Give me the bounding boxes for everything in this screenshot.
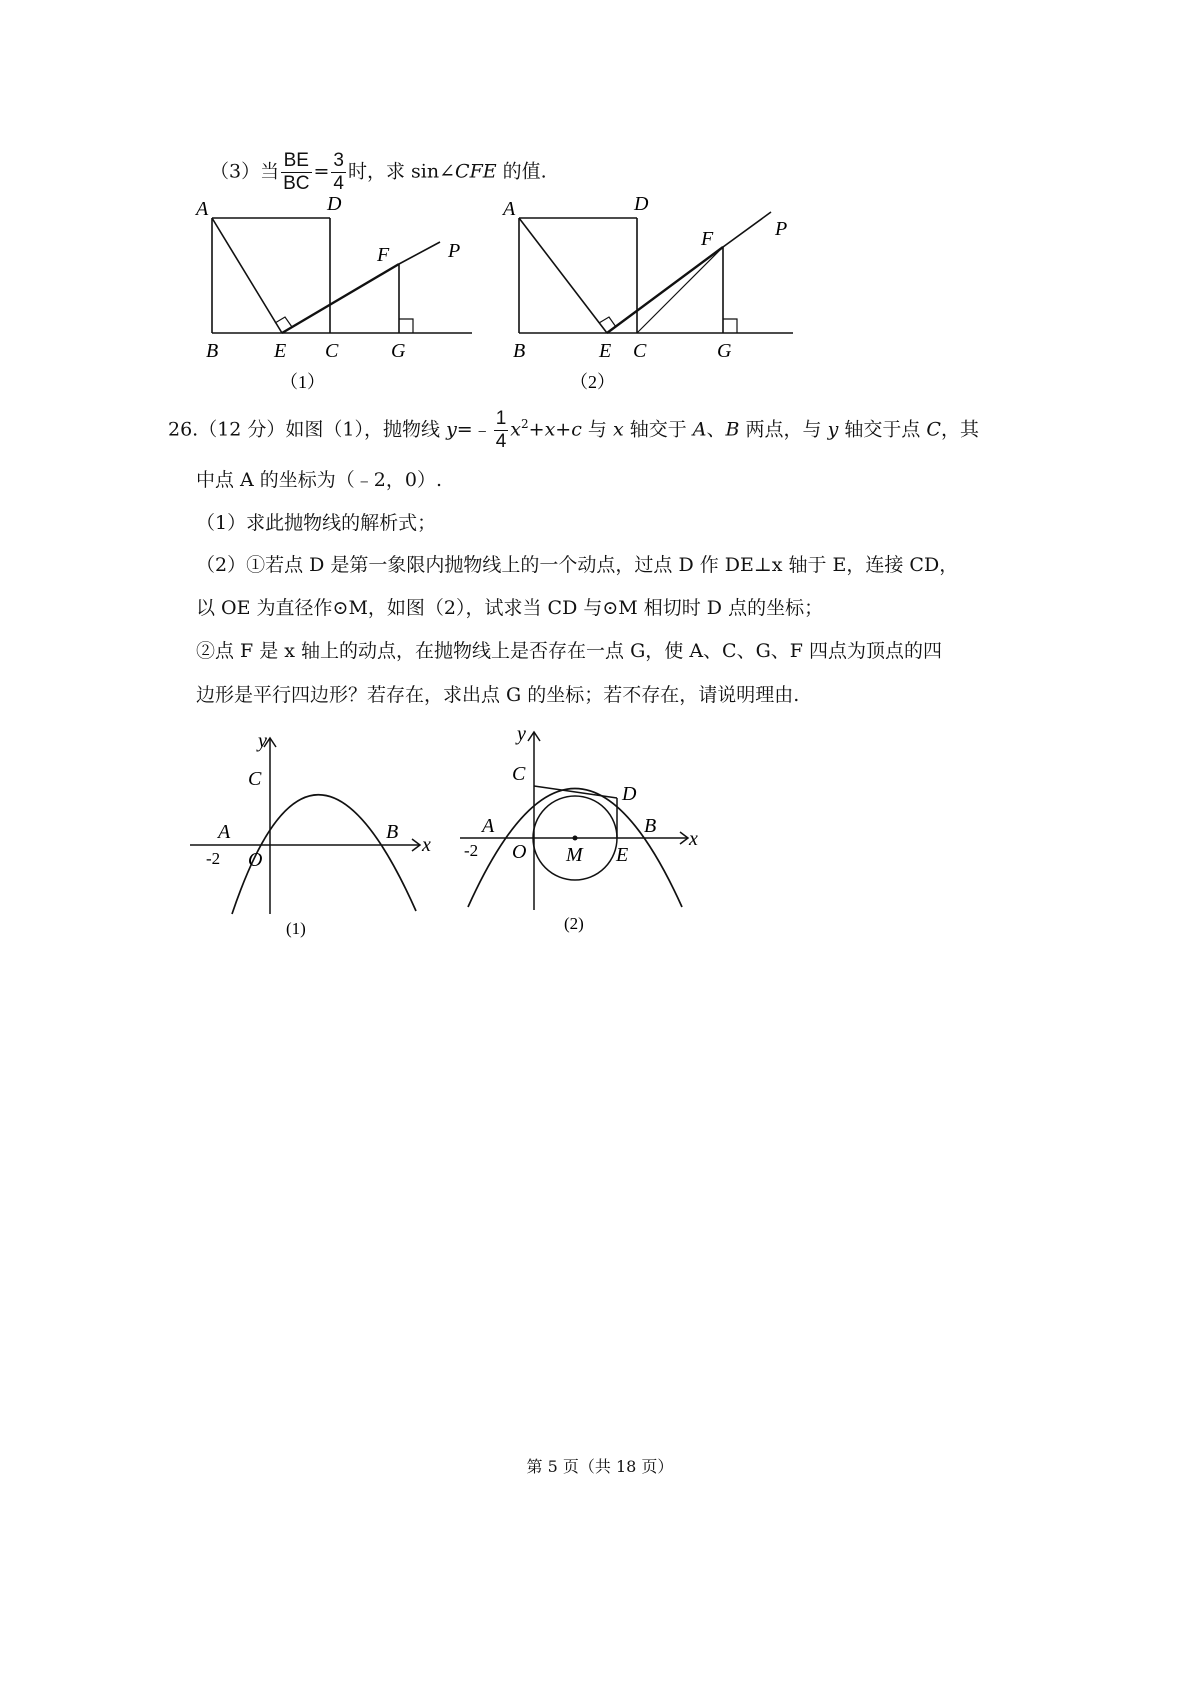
- label-o: O: [248, 849, 263, 871]
- label-o: O: [512, 841, 527, 863]
- q26-part1: （1）求此抛物线的解析式；: [196, 512, 437, 534]
- label-c: C: [325, 340, 339, 362]
- caption-25-2: （2）: [570, 372, 615, 392]
- q26-line1: [168, 408, 979, 453]
- figure-25-1: [196, 193, 510, 415]
- label-c: C: [248, 768, 262, 790]
- segment-ae: [519, 218, 607, 333]
- angle-expression: CFE: [455, 160, 497, 183]
- label-x: x: [422, 834, 431, 856]
- page-footer: 第 5 页（共 18 页）: [526, 1457, 674, 1476]
- right-angle-mark-g: [723, 319, 737, 333]
- q26-part2-line1: （2）①若点 D 是第一象限内抛物线上的一个动点，过点 D 作 DE⊥x 轴于 E，连接 CD，: [196, 554, 959, 576]
- label-d: D: [327, 193, 342, 215]
- equals-neg: =﹣: [456, 418, 492, 441]
- q25-part3-prefix: （3）当: [210, 160, 280, 183]
- text-qi: ，其: [940, 418, 979, 441]
- text-axis-meet: 轴交于: [623, 418, 693, 441]
- label-f: F: [701, 228, 714, 250]
- var-y: y: [446, 418, 457, 441]
- label-b: B: [386, 821, 399, 843]
- fraction-denominator: 4: [495, 431, 507, 452]
- fraction-one-quarter: [494, 408, 509, 453]
- text-two-points: 两点，与: [739, 418, 828, 441]
- label-a: A: [218, 821, 231, 843]
- label-y: y: [517, 723, 526, 745]
- label-b: B: [644, 815, 657, 837]
- q25-part3-middle: 时，求 sin∠: [348, 160, 456, 183]
- label-m: M: [566, 844, 583, 866]
- fraction-denominator: 4: [333, 173, 344, 194]
- label-b: B: [206, 340, 219, 362]
- fraction-three-quarters: [331, 150, 346, 195]
- text-meet-point: 轴交于点: [838, 418, 927, 441]
- label-neg2: -2: [206, 849, 221, 868]
- var-y-axis: y: [827, 418, 839, 441]
- equals-sign: =: [313, 160, 330, 183]
- label-a: A: [503, 198, 516, 220]
- center-point-m: [573, 836, 578, 841]
- ray-fp: [723, 212, 771, 247]
- fraction-denominator: BC: [283, 173, 310, 194]
- caption-26-2: (2): [564, 914, 584, 933]
- text-yu: 与: [581, 418, 613, 441]
- q26-line2: 中点 A 的坐标为（﹣2，0）.: [196, 469, 443, 491]
- var-x-axis: x: [612, 418, 624, 441]
- q26-part3-line2: 边形是平行四边形？若存在，求出点 G 的坐标；若不存在，请说明理由.: [196, 684, 800, 706]
- segment-cf: [637, 247, 723, 333]
- fraction-numerator: 1: [495, 408, 507, 429]
- label-g: G: [391, 340, 406, 362]
- label-y: y: [258, 730, 267, 752]
- fraction-numerator: BE: [281, 150, 311, 173]
- label-d: D: [622, 783, 637, 805]
- label-neg2: -2: [464, 841, 479, 860]
- label-e: E: [274, 340, 287, 362]
- ray-fp: [399, 242, 440, 264]
- label-f: F: [377, 244, 390, 266]
- label-c: C: [633, 340, 647, 362]
- q26-part3-line1: ②点 F 是 x 轴上的动点，在抛物线上是否存在一点 G，使 A、C、G、F 四点为顶点的四: [196, 640, 942, 662]
- text-sep: 、: [706, 418, 726, 441]
- q25-part3: [210, 150, 547, 195]
- label-x: x: [689, 828, 698, 850]
- right-angle-mark-g: [399, 319, 413, 333]
- q26-part2-line2: 以 OE 为直径作⊙M，如图（2），试求当 CD 与⊙M 相切时 D 点的坐标；: [196, 597, 824, 619]
- caption-25-1: （1）: [280, 372, 325, 392]
- var-x: x: [510, 418, 522, 441]
- label-c: C: [512, 763, 526, 785]
- label-d: D: [634, 193, 649, 215]
- segment-ef: [607, 247, 723, 333]
- segment-ef: [282, 264, 399, 333]
- label-b: B: [513, 340, 526, 362]
- q25-part3-suffix: 的值.: [496, 160, 547, 183]
- point-a: A: [692, 418, 707, 441]
- label-e: E: [616, 844, 629, 866]
- label-e: E: [599, 340, 612, 362]
- label-a: A: [196, 198, 209, 220]
- point-b: B: [725, 418, 740, 441]
- figure-26-1: [190, 728, 440, 943]
- label-g: G: [717, 340, 732, 362]
- fraction-numerator: 3: [333, 150, 344, 171]
- label-p: P: [448, 240, 461, 262]
- exponent: 2: [521, 417, 529, 432]
- figure-26-2: [460, 718, 710, 943]
- fraction-be-bc: [281, 150, 311, 195]
- caption-26-1: (1): [286, 919, 306, 938]
- label-p: P: [775, 218, 788, 240]
- figure-25-2: [503, 193, 815, 415]
- point-c: C: [926, 418, 941, 441]
- label-a: A: [482, 815, 495, 837]
- q26-intro: 26.（12 分）如图（1），抛物线: [168, 418, 447, 441]
- segment-ae: [212, 218, 282, 333]
- expr-rest: +x+c: [528, 418, 582, 441]
